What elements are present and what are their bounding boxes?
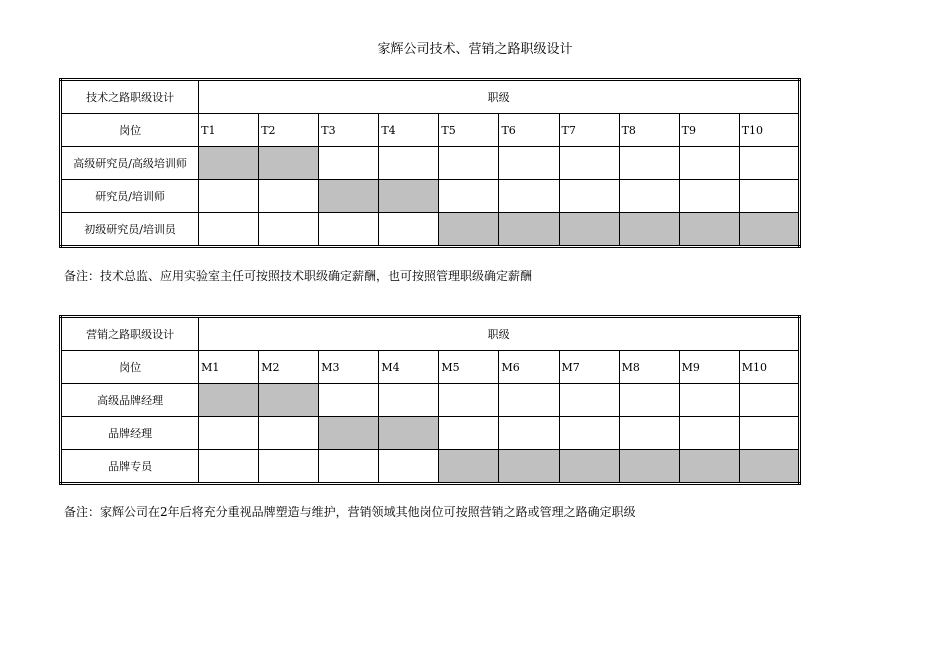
level-cell-empty (739, 417, 799, 450)
level-cell-empty (319, 147, 379, 180)
level-cell-empty (739, 384, 799, 417)
level-row (61, 114, 800, 147)
level-cell-empty (439, 147, 499, 180)
position-name: 初级研究员/培训员 (61, 213, 199, 247)
tech-level-table (59, 78, 801, 248)
level-code: M9 (679, 351, 739, 384)
table-row (61, 417, 800, 450)
level-cell-filled (499, 450, 559, 484)
table-row (61, 450, 800, 484)
level-cell-empty (319, 384, 379, 417)
level-cell-filled (679, 213, 739, 247)
level-code: M5 (439, 351, 499, 384)
level-cell-empty (319, 213, 379, 247)
level-cell-filled (679, 450, 739, 484)
table-row (61, 147, 800, 180)
level-cell-filled (559, 213, 619, 247)
level-cell-empty (679, 384, 739, 417)
level-code: T10 (739, 114, 799, 147)
level-cell-filled (379, 417, 439, 450)
level-row (61, 351, 800, 384)
level-cell-filled (259, 147, 319, 180)
level-code: M6 (499, 351, 559, 384)
level-code: T2 (259, 114, 319, 147)
level-cell-empty (499, 147, 559, 180)
level-cell-filled (619, 213, 679, 247)
level-cell-empty (199, 213, 259, 247)
level-cell-filled (739, 213, 799, 247)
level-cell-empty (379, 147, 439, 180)
level-cell-empty (619, 384, 679, 417)
level-cell-empty (259, 417, 319, 450)
level-cell-empty (259, 450, 319, 484)
level-cell-filled (739, 450, 799, 484)
table-header-row (61, 80, 800, 114)
level-code: T4 (379, 114, 439, 147)
level-cell-empty (619, 417, 679, 450)
level-code: T6 (499, 114, 559, 147)
level-cell-empty (619, 147, 679, 180)
level-cell-empty (199, 180, 259, 213)
table-row (61, 384, 800, 417)
level-code: M10 (739, 351, 799, 384)
level-cell-empty (439, 417, 499, 450)
level-cell-empty (739, 180, 799, 213)
level-cell-empty (499, 417, 559, 450)
level-header: 职级 (199, 317, 800, 351)
level-code: T1 (199, 114, 259, 147)
level-cell-empty (319, 450, 379, 484)
level-code: M1 (199, 351, 259, 384)
level-code: T3 (319, 114, 379, 147)
level-cell-filled (259, 384, 319, 417)
level-cell-empty (439, 180, 499, 213)
level-cell-filled (319, 417, 379, 450)
position-name: 高级研究员/高级培训师 (61, 147, 199, 180)
table-row (61, 180, 800, 213)
level-cell-empty (379, 450, 439, 484)
level-code: T7 (559, 114, 619, 147)
level-cell-empty (619, 180, 679, 213)
level-cell-empty (559, 417, 619, 450)
level-code: M8 (619, 351, 679, 384)
level-cell-filled (499, 213, 559, 247)
level-cell-empty (499, 384, 559, 417)
level-code: T5 (439, 114, 499, 147)
position-label: 岗位 (61, 114, 199, 147)
level-cell-empty (259, 180, 319, 213)
level-cell-empty (499, 180, 559, 213)
position-name: 高级品牌经理 (61, 384, 199, 417)
level-cell-empty (439, 384, 499, 417)
level-cell-filled (439, 213, 499, 247)
table-header-row (61, 317, 800, 351)
level-code: M3 (319, 351, 379, 384)
level-cell-filled (199, 384, 259, 417)
position-label: 岗位 (61, 351, 199, 384)
level-cell-filled (379, 180, 439, 213)
marketing-note: 备注：家辉公司在2年后将充分重视品牌塑造与维护，营销领域其他岗位可按照营销之路或管理之路确定职级 (64, 505, 636, 519)
table-corner-label: 营销之路职级设计 (61, 317, 199, 351)
level-cell-empty (679, 147, 739, 180)
table-corner-label: 技术之路职级设计 (61, 80, 199, 114)
level-code: M7 (559, 351, 619, 384)
level-cell-empty (379, 213, 439, 247)
position-name: 品牌专员 (61, 450, 199, 484)
level-cell-empty (259, 213, 319, 247)
level-cell-empty (679, 180, 739, 213)
level-cell-empty (379, 384, 439, 417)
position-name: 研究员/培训师 (61, 180, 199, 213)
table-row (61, 213, 800, 247)
level-cell-empty (559, 180, 619, 213)
marketing-level-table (59, 315, 801, 485)
level-cell-filled (319, 180, 379, 213)
level-cell-empty (679, 417, 739, 450)
level-cell-empty (559, 384, 619, 417)
level-code: T8 (619, 114, 679, 147)
position-name: 品牌经理 (61, 417, 199, 450)
level-code: M4 (379, 351, 439, 384)
level-cell-filled (559, 450, 619, 484)
tech-note: 备注：技术总监、应用实验室主任可按照技术职级确定薪酬，也可按照管理职级确定薪酬 (64, 269, 533, 283)
level-cell-filled (199, 147, 259, 180)
level-cell-empty (559, 147, 619, 180)
level-cell-empty (739, 147, 799, 180)
level-code: T9 (679, 114, 739, 147)
page-title: 家辉公司技术、营销之路职级设计 (377, 42, 573, 57)
level-header: 职级 (199, 80, 800, 114)
level-cell-empty (199, 417, 259, 450)
level-cell-filled (619, 450, 679, 484)
level-cell-filled (439, 450, 499, 484)
level-code: M2 (259, 351, 319, 384)
level-cell-empty (199, 450, 259, 484)
